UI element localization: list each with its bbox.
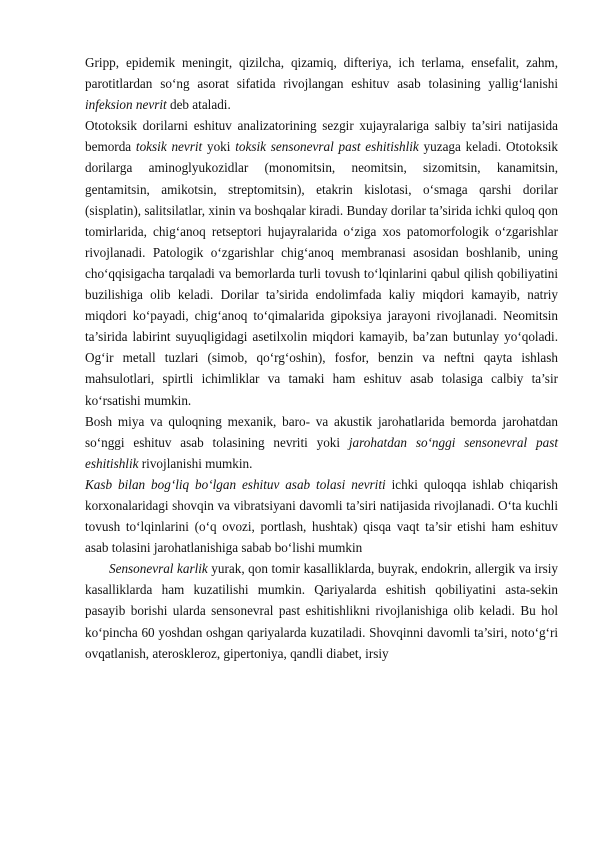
text-run: rivojlanishi mumkin. bbox=[138, 455, 253, 471]
italic-term: toksik nevrit bbox=[135, 139, 203, 155]
italic-term: toksik sensonevral past eshitishlik bbox=[235, 139, 419, 155]
italic-term: Kasb bilan bog‘liq bo‘lgan eshituv asab tolasi nevriti bbox=[85, 476, 386, 492]
paragraph-toksik-nevrit bbox=[85, 115, 558, 410]
text-run: yuzaga keladi. Ototoksik dorilarga aminoglyukozidlar (monomitsin, neomitsin, sizomitsin, kanamitsin, gentamitsin, amikotsin, streptomitsin), etakrin kislotasi, o‘smaga qarshi dorilar (sisplatin), salitsilatlar, xinin va boshqalar kiradi. Bunday dorilar ta’sirida ichki quloq qon tomirlarida, chig‘anoq retseptori hujayralarida o‘ziga xos patomorfologik o‘zgarishlar rivojlanadi. Patologik o‘zgarishlar chig‘anoq membranasi asosidan boshlanib, uning cho‘qqisigacha tarqaladi va bemorlarda turli tovush to‘lqinlarini qabul qilish qobiliyatini buzilishiga olib keladi. Dorilar ta’sirida endolimfada kaliy miqdori kamayib, natriy miqdori ko‘payadi, chig‘anoq to‘qimalarida gipoksiya jarayoni rivojlanadi. Neomitsin ta’sirida labirint suyuqligidagi asetilxolin miqdori kamayib, ba’zan butunlay yo‘qoladi. Og‘ir metall tuzlari (simob, qo‘rg‘oshin), fosfor, benzin va neftni qayta ishlash mahsulotlari, spirtli ichimliklar va tamaki ham eshituv asab tolasiga calbiy ta’sir ko‘rsatishi mumkin. bbox=[85, 139, 558, 408]
text-run: Bosh miya va quloqning mexanik, baro- va akustik jarohatlarida bemorda jarohatdan so‘nggi eshituv asab tolasining nevriti yoki bbox=[85, 413, 558, 450]
italic-term: Sensonevral karlik bbox=[109, 561, 208, 577]
italic-term: infeksion nevrit bbox=[85, 97, 167, 113]
text-run: yurak, qon tomir kasalliklarda, buyrak, endokrin, allergik va irsiy kasalliklarda ham kuzatilishi mumkin. Qariyalarda eshitish qobiliyatini asta-sekin pasayib borishi ularda sensonevral past eshitishlikni rivojlanishiga olib keladi. Bu hol ko‘pincha 60 yoshdan oshgan qariyalarda kuzatiladi. Shovqinni davomli ta’siri, noto‘g‘ri ovqatlanish, ateroskleroz, gipertoniya, qandli diabet, irsiy bbox=[85, 561, 558, 661]
paragraph-kasb bbox=[85, 474, 558, 558]
italic-term: jarohatdan so‘nggi sensonevral past eshitishlik bbox=[85, 434, 558, 471]
text-run: ichki quloqqa ishlab chiqarish korxonalaridagi shovqin va vibratsiyani davomli ta’siri natijasida rivojlanadi. O‘ta kuchli tovush to‘lqinlarini (o‘q ovozi, portlash, hushtak) qisqa vaqt ta’sir etishi ham eshituv asab tolasini jarohatlanishiga sabab bo‘lishi mumkin bbox=[85, 476, 558, 556]
text-run: yoki bbox=[202, 139, 236, 155]
text-run: deb ataladi. bbox=[166, 97, 231, 113]
paragraph-infeksion-nevrit bbox=[85, 52, 558, 115]
document-page bbox=[85, 52, 558, 664]
paragraph-jarohat bbox=[85, 411, 558, 474]
text-run: Gripp, epidemik meningit, qizilcha, qizamiq, difteriya, ich terlama, ensefalit, zahm, parotitlardan so‘ng asorat sifatida rivojlangan eshituv asab tolasining yallig‘lanishi bbox=[85, 55, 558, 92]
paragraph-sensonevral-karlik bbox=[85, 558, 558, 663]
text-run: Ototoksik dorilarni eshituv analizatorining sezgir xujayralariga salbiy ta’siri natijasida bemorda bbox=[85, 118, 558, 155]
